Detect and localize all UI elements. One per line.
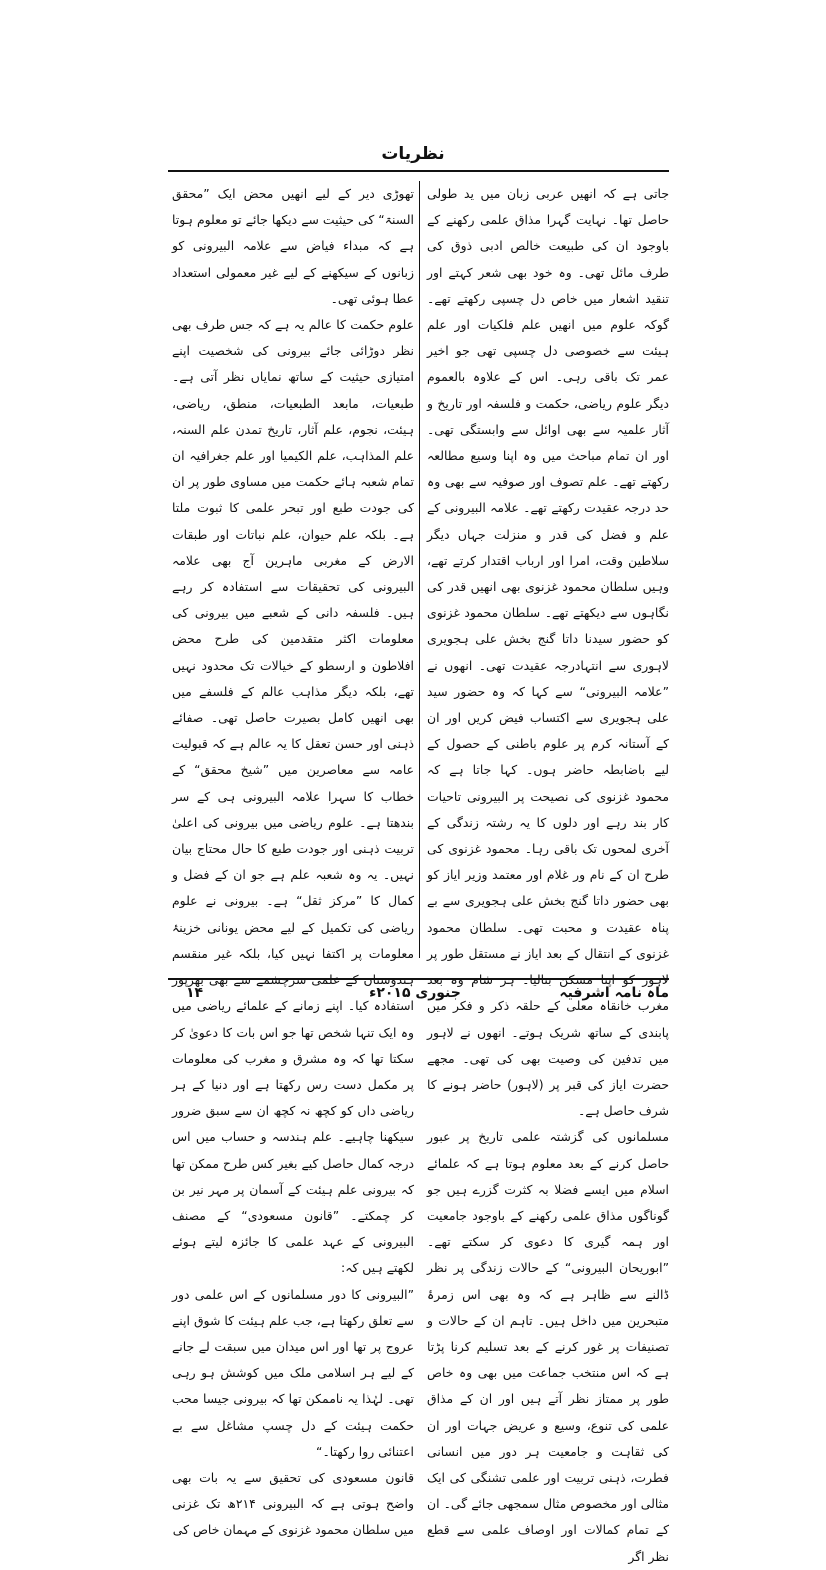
- magazine-name: ماہ نامہ اشرفیہ: [559, 985, 669, 1001]
- page-title: نظریات: [381, 144, 445, 164]
- issue-date: جنوری ۲۰۱۵ء: [369, 985, 461, 1001]
- paragraph: مسلمانوں کی گزشتہ علمی تاریخ پر عبور حاصل کرنے کے بعد معلوم ہوتا ہے کہ علمائے اسلام میں ایسے فضلا بہ کثرت گزرے ہیں جو گوناگوں مذاق علمی رکھنے کے باوجود جامعیت اور ہمہ گیری کا دعوی کر سکتے تھے۔ ”ابوریحان البیرونی“ کے حالات زندگی پر نظر ڈالنے سے ظاہر ہے کہ وہ بھی اس زمرۂ متبحرین میں داخل ہیں۔ تاہم ان کے حالات و تصنیفات پر غور کرنے کے بعد تسلیم کرنا پڑتا ہے کہ اس منتخب جماعت میں بھی وہ خاص طور پر ممتاز نظر آتے ہیں اور ان کے مذاق علمی کی تنوع، وسیع و عریض جہات اور ان کی ثقاہت و جامعیت ہر دور میں انسانی فطرت، ذہنی تربیت اور علمی تشنگی کی ایک مثالی اور مخصوص مثال سمجھی جائے گی۔ ان کے تمام کمالات اور اوصاف علمی سے قطع نظر اگر: [427, 1129, 669, 1564]
- paragraph: جاتی ہے کہ انھیں عربی زبان میں ید طولی حاصل تھا۔ نہایت گہرا مذاق علمی رکھنے کے باوجود ان کی طبیعت خالص ادبی ذوق کی طرف مائل تھی۔ وہ خود بھی شعر کہتے اور تنقید اشعار میں خاص دل چسپی رکھتے تھے۔ گوکہ علوم میں انھیں علم فلکیات اور علم ہیئت سے خصوصی دل چسپی تھی جو اخیر عمر تک باقی رہی۔ اس کے علاوہ بالعموم دیگر علوم ریاضی، حکمت و فلسفہ اور تاریخ و آثار علمیہ سے بھی اوائل سے وابستگی تھی۔ اور ان تمام مباحث میں وہ اپنا وسیع مطالعہ رکھتے تھے۔ علم تصوف اور صوفیہ سے بھی وہ حد درجہ عقیدت رکھتے تھے۔ علامہ البیرونی کے علم و فضل کی قدر و منزلت جہاں دیگر سلاطین وقت، امرا اور ارباب اقتدار کرتے تھے، وہیں سلطان محمود غزنوی بھی انھیں قدر کی نگاہوں سے دیکھتے تھے۔ سلطان محمود غزنوی کو حضور سیدنا داتا گنج بخش علی ہجویری لاہوری سے انتہادرجہ عقیدت تھی۔ انھوں نے ”علامہ البیرونی“ سے کہا کہ وہ حضور سید علی ہجویری سے اکتساب فیض کریں اور ان کے آستانہ کرم پر علوم باطنی کے حصول کے لیے باضابطہ حاضر ہوں۔ کہا جاتا ہے کہ محمود غزنوی کی نصیحت پر البیرونی تاحیات کار بند رہے اور دلوں کا یہ رشتہ زندگی کے آخری لمحوں تک باقی رہا۔ محمود غزنوی کی طرح ان کے نام ور غلام اور معتمد وزیر ایاز کو بھی حضور داتا گنج بخش علی ہجویری سے بے پناہ عقیدت و محبت تھی۔ سلطان محمود غزنوی کے انتقال کے بعد ایاز نے مستقل طور پر لاہور کو اپنا مسکن بنالیا۔ ہر شام وہ بعد مغرب خانقاہ معلی کے حلقہ ذکر و فکر میں پابندی کے ساتھ شریک ہوتے۔ انھوں نے لاہور میں تدفین کی وصیت بھی کی تھی۔ مجھے حضرت ایاز کی قبر پر (لاہور) حاضر ہونے کا شرف حاصل ہے۔: [427, 186, 669, 1119]
- paragraph: تھوڑی دیر کے لیے انھیں محض ایک ”محقق السنۃ“ کی حیثیت سے دیکھا جائے تو معلوم ہوتا ہے کہ مبداء فیاض سے علامہ البیرونی کو زبانوں کے سیکھنے کے لیے غیر معمولی استعداد عطا ہوئی تھی۔: [172, 186, 414, 306]
- header-divider: [168, 170, 669, 172]
- quotation: ”البیرونی کا دور مسلمانوں کے اس علمی دور سے تعلق رکھتا ہے، جب علم ہیئت کا شوق اپنے عروج پر تھا اور اس میدان میں سبقت لے جانے کے لیے ہر اسلامی ملک میں کوشش ہو رہی تھی۔ لہٰذا یہ ناممکن تھا کہ بیرونی جیسا محب حکمت ہیئت کے دل چسپ مشاغل سے بے اعتنائی روا رکھتا۔“: [172, 1286, 414, 1459]
- column-divider: [419, 181, 420, 958]
- footer-divider: [168, 978, 669, 980]
- paragraph: علوم حکمت کا عالم یہ ہے کہ جس طرف بھی نظر دوڑائی جائے بیرونی کی شخصیت اپنے امتیازی حیثیت کے ساتھ نمایاں نظر آتی ہے۔ طبعیات، مابعد الطبعیات، منطق، ریاضی، ہیئت، نجوم، علم آثار، تاریخ تمدن علم السنہ، علم المذاہب، علم الکیمیا اور علم جغرافیہ ان تمام شعبہ ہائے حکمت میں مساوی طور پر ان کی جودت طبع اور تبحر علمی کا ثبوت ملتا ہے۔ بلکہ علم حیوان، علم نباتات اور طبقات الارض کے مغربی ماہرین آج بھی علامہ البیرونی کی تحقیقات سے استفادہ کر رہے ہیں۔ فلسفہ دانی کے شعبے میں بیرونی کی معلومات اکثر متقدمین کی طرح محض افلاطون و ارسطو کے خیالات تک محدود نہیں تھے، بلکہ دیگر مذاہب عالم کے فلسفے میں بھی انھیں کامل بصیرت حاصل تھی۔ صفائے ذہنی اور حسن تعقل کا یہ عالم ہے کہ قبولیت عامہ سے معاصرین میں ”شیخ محقق“ کے خطاب کا سہرا علامہ البیرونی ہی کے سر بندھتا ہے۔ علوم ریاضی میں بیرونی کی اعلیٰ تربیت ذہنی اور جودت طبع کا حال محتاج بیان نہیں۔ یہ وہ شعبہ علم ہے جو ان کے فضل و کمال کا ”مرکز ثقل“ ہے۔ بیرونی نے علوم ریاضی کی تکمیل کے لیے محض یونانی خزینۂ معلومات پر اکتفا نہیں کیا، بلکہ غیر منقسم ہندوستان کے علمی سرچشمے سے بھی بھرپور استفادہ کیا۔ اپنے زمانے کے علمائے ریاضی میں وہ ایک تنہا شخص تھا جو اس بات کا دعویٰ کر سکتا تھا کہ وہ مشرق و مغرب کی معلومات پر مکمل دست رس رکھتا ہے اور دنیا کے ہر ریاضی داں کو کچھ نہ کچھ ان سے سبق ضرور سیکھنا چاہیے۔ علم ہندسہ و حساب میں اس درجہ کمال حاصل کیے بغیر کس طرح ممکن تھا کہ بیرونی علم ہیئت کے آسمان پر مہر نیر بن کر چمکتے۔ ”قانون مسعودی“ کے مصنف البیرونی کے عہد علمی کا جائزہ لیتے ہوئے لکھتے ہیں کہ:: [172, 317, 414, 1276]
- page-number: ۱۴: [186, 985, 204, 1001]
- paragraph: قانون مسعودی کی تحقیق سے یہ بات بھی واضح ہوتی ہے کہ البیرونی ۲۱۴ھ تک غزنی میں سلطان محمود غزنوی کے مہمان خاص کی: [172, 1469, 414, 1538]
- text-column-left: [172, 181, 414, 1538]
